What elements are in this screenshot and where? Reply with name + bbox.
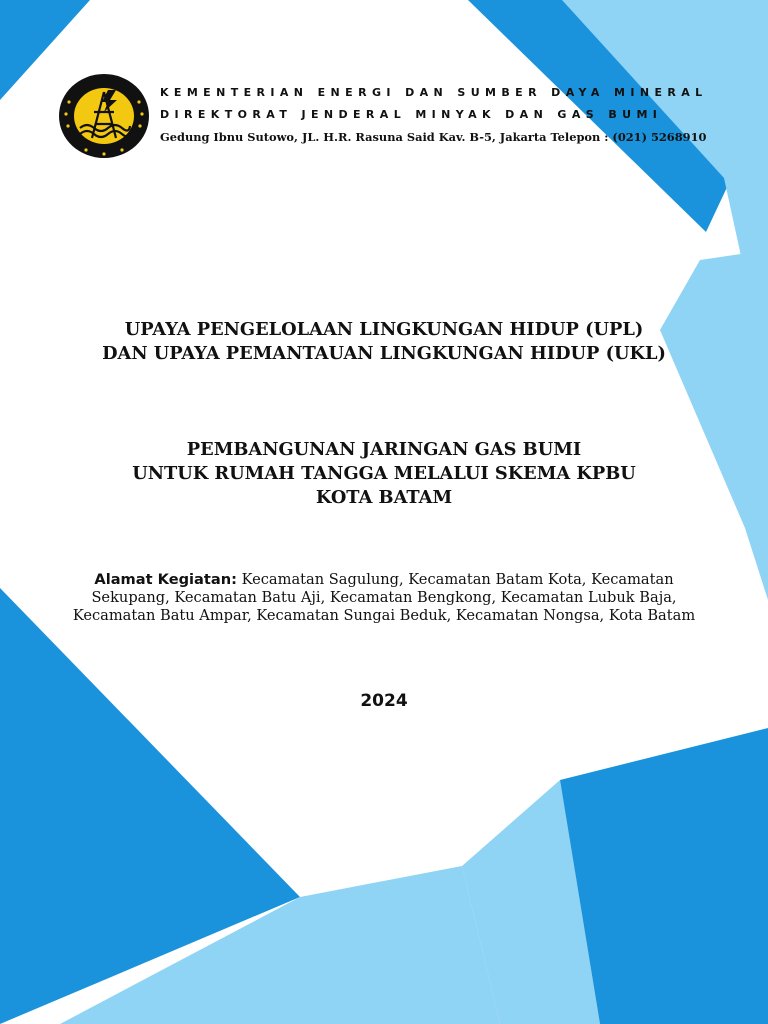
bg-shape-right-light [660,250,768,600]
activity-address-text: Kecamatan Sagulung, Kecamatan Batam Kota, Kecamatan [241,571,674,588]
document-year: 2024 [360,691,408,711]
directorate-name: DIREKTORAT JENDERAL MINYAK DAN GAS BUMI [160,108,663,121]
letterhead [160,82,720,146]
office-address: Gedung Ibnu Sutowo, JL. H.R. Rasuna Said Kav. B-5, Jakarta Telepon : (021) 5268910 [160,130,707,144]
document-title-line: UPAYA PENGELOLAAN LINGKUNGAN HIDUP (UPL) [124,319,644,340]
ministry-name: KEMENTERIAN ENERGI DAN SUMBER DAYA MINERAL [160,86,708,99]
project-title-line: UNTUK RUMAH TANGGA MELALUI SKEMA KPBU [132,463,636,484]
activity-address-label: Alamat Kegiatan: [94,571,237,588]
project-title-line: PEMBANGUNAN JARINGAN GAS BUMI [186,439,582,460]
activity-address [54,571,714,625]
project-title-line: KOTA BATAM [315,487,453,508]
activity-address-line: Sekupang, Kecamatan Batu Aji, Kecamatan Bengkong, Kecamatan Lubuk Baja, [91,589,677,606]
project-title [0,438,768,510]
activity-address-line [54,571,714,589]
document-title [0,318,768,366]
document-title-line: DAN UPAYA PEMANTAUAN LINGKUNGAN HIDUP (UKL) [102,343,666,364]
activity-address-line: Kecamatan Batu Ampar, Kecamatan Sungai Beduk, Kecamatan Nongsa, Kota Batam [72,607,696,624]
esdm-logo-icon [56,72,152,160]
